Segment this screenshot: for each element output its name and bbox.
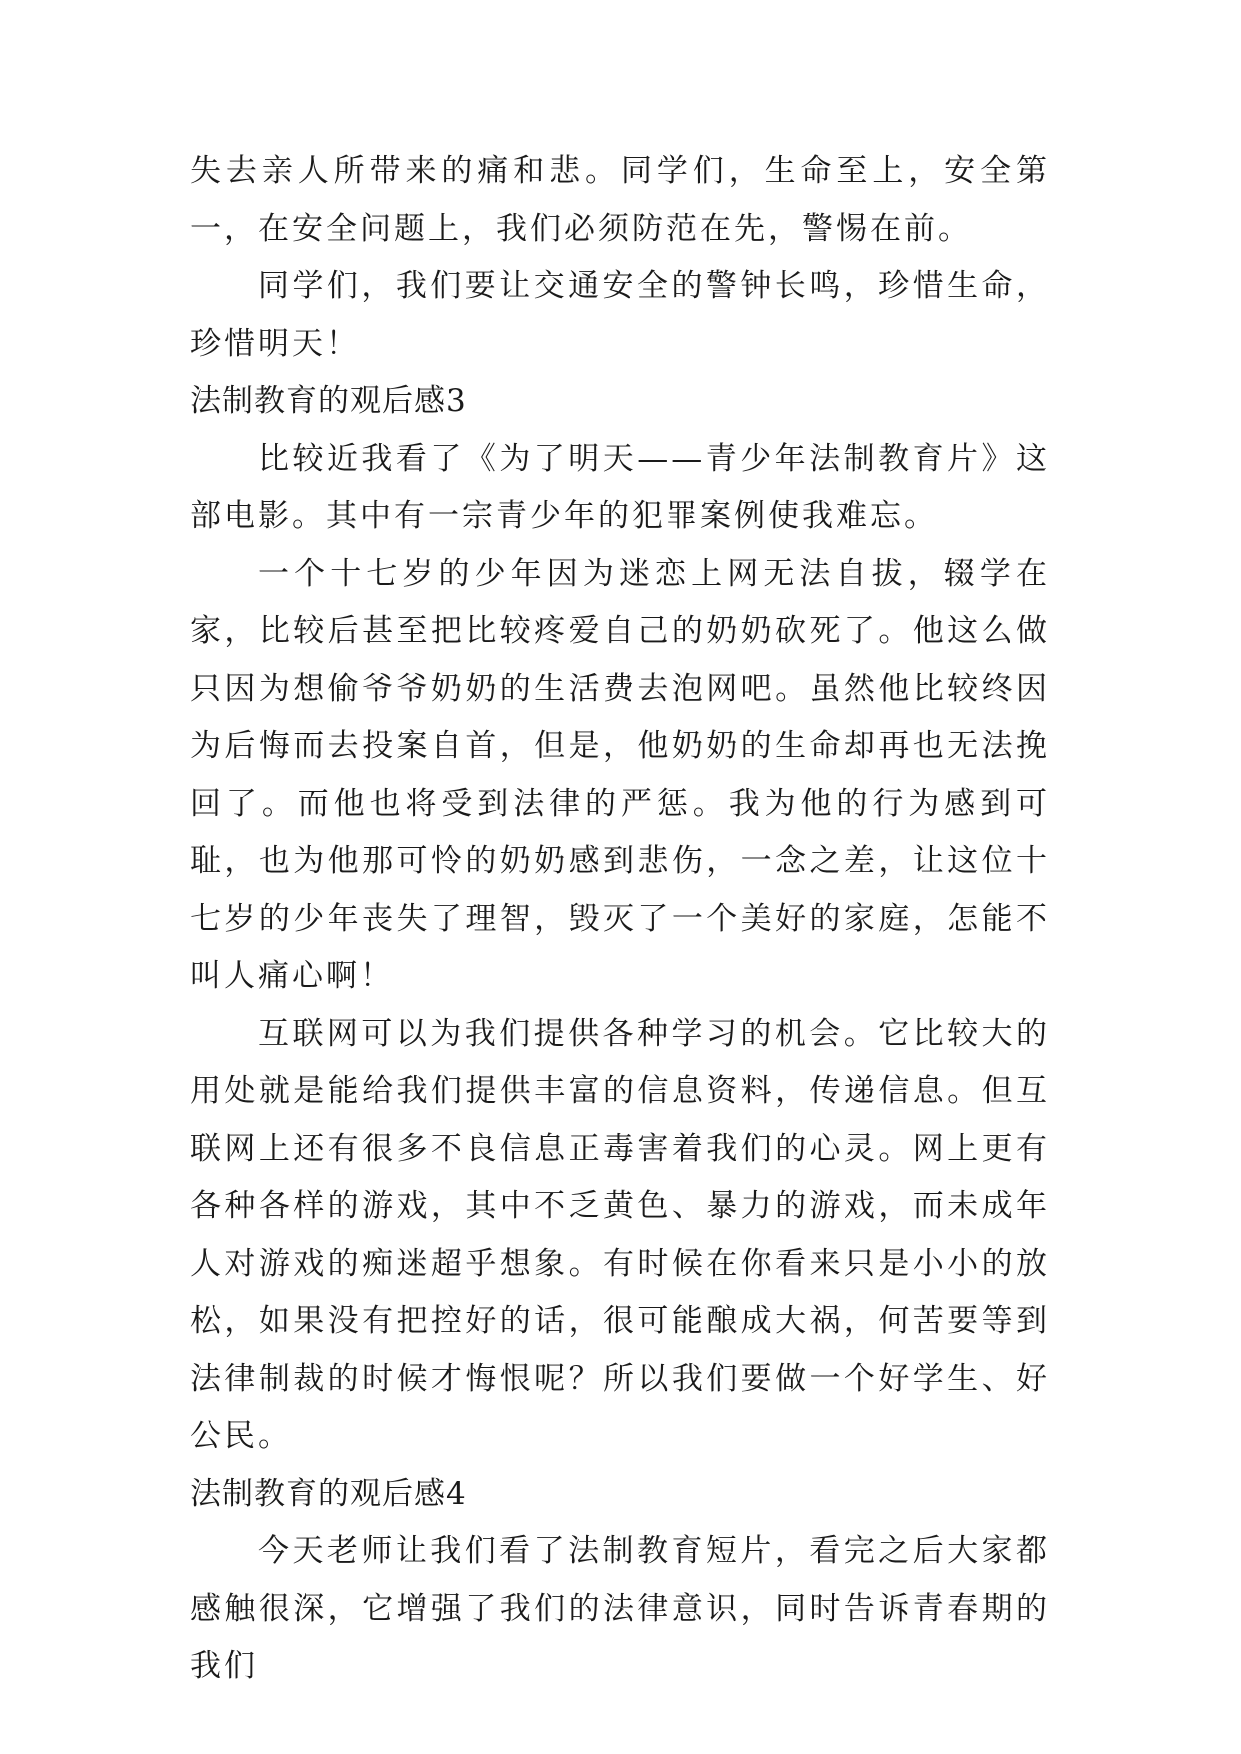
paragraph-traffic-safety: 同学们，我们要让交通安全的警钟长鸣，珍惜生命，珍惜明天！ (190, 268, 1050, 362)
paragraph-case-story: 一个十七岁的少年因为迷恋上网无法自拔，辍学在家，比较后甚至把比较疼爱自己的奶奶砍死了。他这么做只因为想偷爷爷奶奶的生活费去泡网吧。虽然他比较终因为后悔而去投案自首，但是，他奶奶的生命却再也无法挽回了。而他也将受到法律的严惩。我为他的行为感到可耻，也为他那可怜的奶奶感到悲伤，一念之差，让这位十七岁的少年丧失了理智，毁灭了一个美好的家庭，怎能不叫人痛心啊！ (190, 555, 1050, 994)
paragraph-internet: 互联网可以为我们提供各种学习的机会。它比较大的用处就是能给我们提供丰富的信息资料，传递信息。但互联网上还有很多不良信息正毒害着我们的心灵。网上更有各种各样的游戏，其中不乏黄色、暴力的游戏，而未成年人对游戏的痴迷超乎想象。有时候在你看来只是小小的放松，如果没有把控好的话，很可能酿成大祸，何苦要等到法律制裁的时候才悔恨呢？所以我们要做一个好学生、好公民。 (190, 1015, 1050, 1454)
paragraph-legal-short-film: 今天老师让我们看了法制教育短片，看完之后大家都感触很深，它增强了我们的法律意识，同时告诉青春期的我们 (190, 1533, 1050, 1684)
section-heading-4: 法制教育的观后感4 (190, 1475, 467, 1512)
paragraph-film-intro: 比较近我看了《为了明天——青少年法制教育片》这部电影。其中有一宗青少年的犯罪案例使我难忘。 (190, 440, 1050, 534)
document-page (190, 143, 1050, 1696)
paragraph-closing-safety: 失去亲人所带来的痛和悲。同学们，生命至上，安全第一，在安全问题上，我们必须防范在先，警惕在前。 (190, 153, 1050, 247)
section-heading-3: 法制教育的观后感3 (190, 383, 467, 419)
